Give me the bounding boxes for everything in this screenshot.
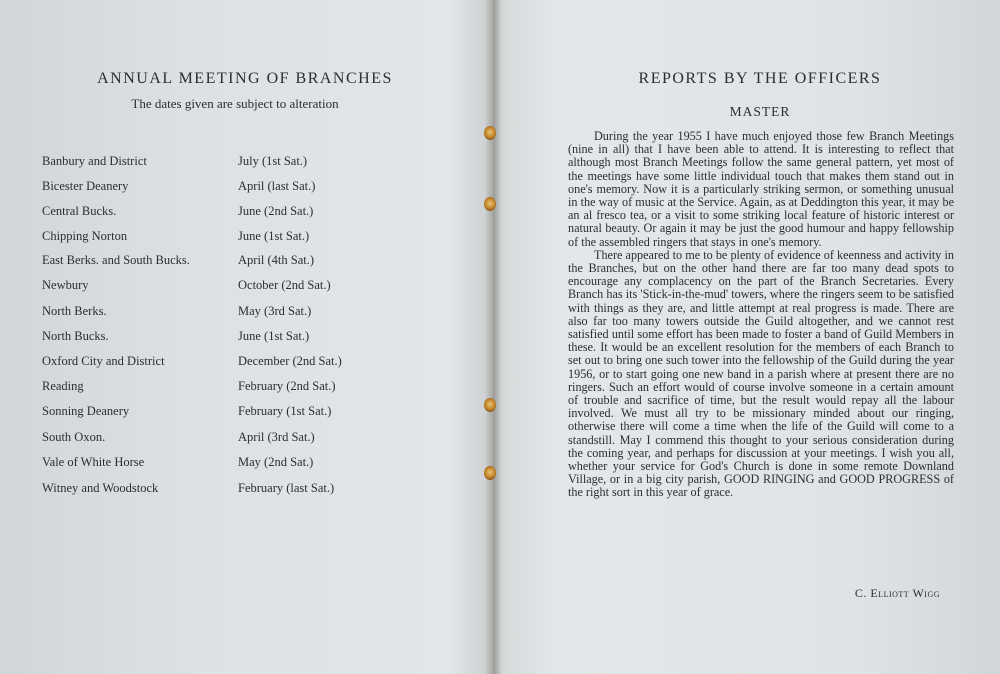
meeting-date: May (2nd Sat.) <box>238 455 314 469</box>
branch-name: East Berks. and South Bucks. <box>42 253 190 267</box>
meeting-date: July (1st Sat.) <box>238 154 308 168</box>
branch-name: Reading <box>42 379 84 393</box>
list-item <box>42 481 382 501</box>
list-item <box>42 204 382 224</box>
meeting-date: February (last Sat.) <box>238 481 335 495</box>
staple-mark <box>484 126 496 140</box>
branch-name: Bicester Deanery <box>42 179 129 193</box>
staple-mark <box>484 466 496 480</box>
section-heading: MASTER <box>729 104 791 119</box>
staple-mark <box>484 398 496 412</box>
page-title: ANNUAL MEETING OF BRANCHES <box>97 70 393 87</box>
branch-name: Oxford City and District <box>42 354 165 368</box>
list-item <box>42 430 382 450</box>
page-subtitle: The dates given are subject to alteration <box>131 96 339 111</box>
signature: C. Elliott Wigg <box>854 586 940 600</box>
branch-name: Vale of White Horse <box>42 455 145 469</box>
list-item <box>42 154 382 174</box>
list-item <box>42 278 382 298</box>
branch-name: Central Bucks. <box>42 204 117 218</box>
list-item <box>42 229 382 249</box>
list-item <box>42 179 382 199</box>
meeting-date: February (1st Sat.) <box>238 404 332 418</box>
branch-name: South Oxon. <box>42 430 106 444</box>
report-body <box>568 130 954 500</box>
meeting-date: October (2nd Sat.) <box>238 278 331 292</box>
list-item <box>42 354 382 374</box>
report-paragraph: There appeared to me to be plenty of evidence of keenness and activity in the Branches, but on the other hand there are far too many dead spots to encourage any complacency on the part of the Branch Secretaries. Every Branch has its 'Stick-in-the-mud' towers, where the ringers seem to be satisfied with things as they are, and little attempt at real progress is made. There are also far too many towers outside the Guild altogether, and we cannot rest satisfied until some effort has been made to foster a band of Guild Members in these. It would be an excellent resolution for the members of each Branch to set out to bring one such tower into the fellowship of the Guild during the year 1956, or to start going one new band in a parish where at present there are no ringers. Such an effort would of course involve someone in a certain amount of trouble and sacrifice of time, but the result would repay all the labour involved. We must all try to be missionary minded about our ringing, otherwise there will come a time when the life of the Guild will come to a standstill. May I commend this thought to your serious consideration during the coming year, and perhaps for discussion at your meetings. I wish you all, whether your service for God's Church is done in some remote Downland Village, or in a big city parish, GOOD RINGING and GOOD PROGRESS of the right sort in this year of grace. <box>568 247 954 500</box>
list-item <box>42 455 382 475</box>
binding-gutter <box>485 0 501 674</box>
page-title: REPORTS BY THE OFFICERS <box>638 70 882 87</box>
branch-name: North Berks. <box>42 304 107 318</box>
meeting-date: June (2nd Sat.) <box>238 204 314 218</box>
branch-name: Newbury <box>42 278 89 292</box>
branch-name: Banbury and District <box>42 154 147 168</box>
report-paragraph: During the year 1955 I have much enjoyed those few Branch Meetings (nine in all) that I have been able to attend. It is interesting to reflect that although most Branch Meetings follow the same general pattern, yet most of the meetings have some little individual touch that makes them stand out in one's memory. Now it is a particularly striking sermon, or something unusual in the way of music at the Service. Again, as at Deddington this year, it may be an al fresco tea, or a visit to some striking local feature of historic interest or natural beauty. Or again it may be just the good humour and happy fellowship of the assembled ringers that stays in one's memory. <box>568 129 954 249</box>
list-item <box>42 404 382 424</box>
meeting-date: May (3rd Sat.) <box>238 304 312 318</box>
meeting-date: April (3rd Sat.) <box>238 430 315 444</box>
branch-name: North Bucks. <box>42 329 109 343</box>
list-item <box>42 329 382 349</box>
meeting-date: February (2nd Sat.) <box>238 379 336 393</box>
staple-mark <box>484 197 496 211</box>
branch-name: Witney and Woodstock <box>42 481 159 495</box>
meeting-date: April (4th Sat.) <box>238 253 315 267</box>
branch-name: Chipping Norton <box>42 229 128 243</box>
list-item <box>42 304 382 324</box>
meeting-date: April (last Sat.) <box>238 179 316 193</box>
meeting-date: June (1st Sat.) <box>238 329 310 343</box>
meeting-date: December (2nd Sat.) <box>238 354 342 368</box>
list-item <box>42 253 382 273</box>
list-item <box>42 379 382 399</box>
meeting-date: June (1st Sat.) <box>238 229 310 243</box>
branch-name: Sonning Deanery <box>42 404 130 418</box>
